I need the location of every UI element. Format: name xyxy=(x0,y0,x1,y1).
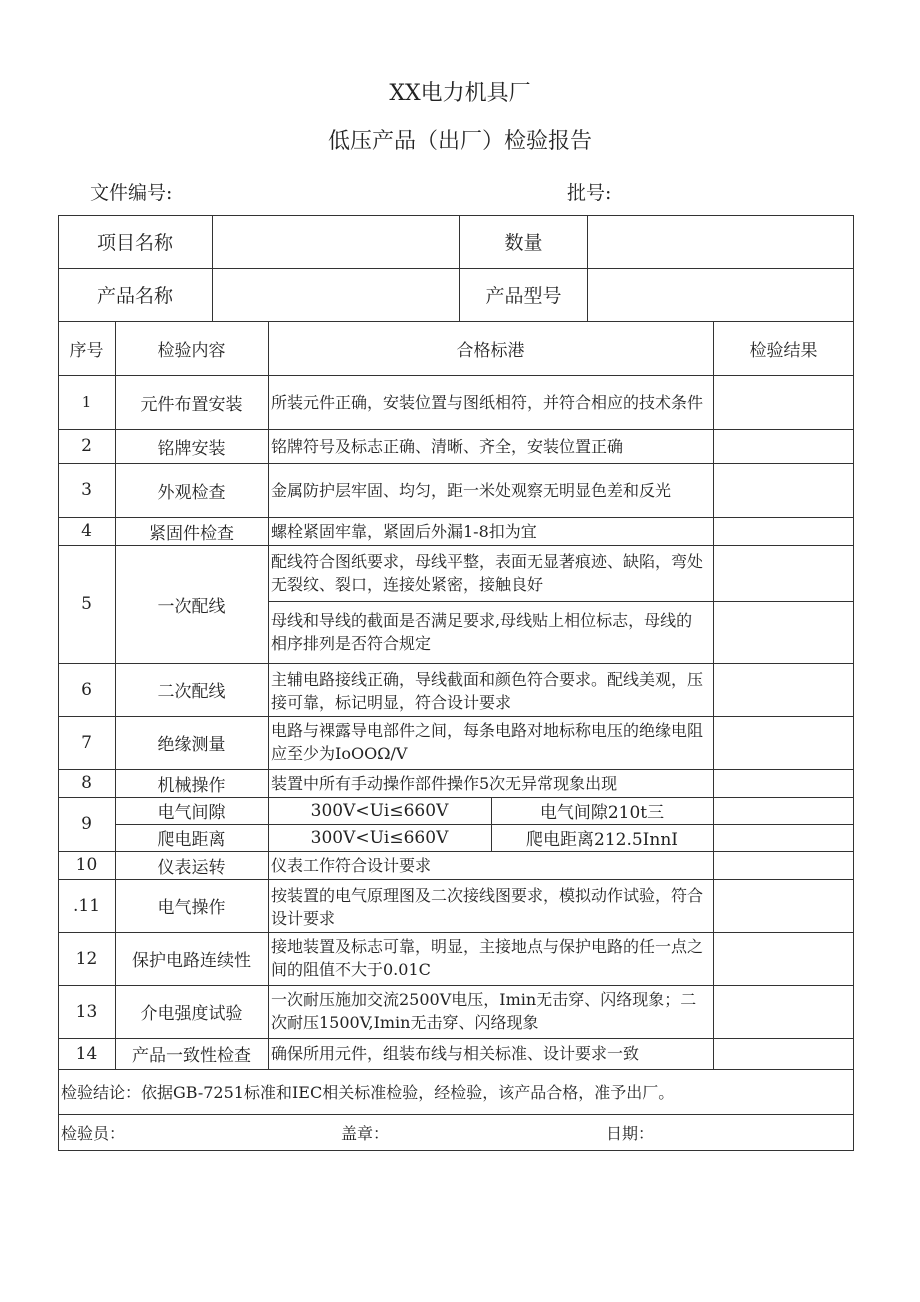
product-model-value[interactable] xyxy=(588,268,854,321)
result-cell[interactable] xyxy=(714,375,854,429)
row-standard-2: 母线和导线的截面是否满足要求,母线贴上相位标志，母线的相序排列是否符合规定 xyxy=(271,611,693,653)
row-item: 绝缘测量 xyxy=(157,735,226,755)
result-cell[interactable] xyxy=(714,545,854,601)
col-header-standard: 合格标港 xyxy=(456,340,525,361)
row-no: 5 xyxy=(81,594,92,614)
row-item: 介电强度试验 xyxy=(140,1004,243,1024)
row-no: 12 xyxy=(75,948,98,969)
report-title: 低压产品（出厂）检验报告 xyxy=(327,129,592,154)
row-item: 产品一致性检查 xyxy=(132,1046,251,1066)
result-cell[interactable] xyxy=(714,797,854,824)
result-cell[interactable] xyxy=(714,517,854,545)
row-no: 3 xyxy=(81,480,92,500)
result-cell[interactable] xyxy=(714,985,854,1038)
product-model-label: 产品型号 xyxy=(485,285,562,307)
row-no: 6 xyxy=(81,679,92,700)
result-cell[interactable] xyxy=(714,429,854,463)
seal-label: 盖章： xyxy=(341,1124,390,1143)
row-no: 10 xyxy=(75,855,98,875)
row-item: 保护电路连续性 xyxy=(132,951,251,971)
result-cell[interactable] xyxy=(714,769,854,797)
project-name-value[interactable] xyxy=(213,215,459,268)
row-standard: 所装元件正确，安装位置与图纸相符，并符合相应的技术条件 xyxy=(271,392,704,412)
row-standard: 电路与裸露导电部件之间，每条电路对地标称电压的绝缘电阻应至少为IoOOΩ/V xyxy=(271,721,704,763)
result-cell[interactable] xyxy=(714,716,854,769)
row-value: 电气间隙210t三 xyxy=(539,803,665,823)
product-name-value[interactable] xyxy=(213,268,459,321)
result-cell[interactable] xyxy=(714,601,854,663)
row-no: 1 xyxy=(81,393,92,411)
row-item: 元件布置安装 xyxy=(140,394,243,415)
result-cell[interactable] xyxy=(714,463,854,517)
result-cell[interactable] xyxy=(714,824,854,851)
row-standard: 主辅电路接线正确，导线截面和颜色符合要求。配线美观，压接可靠，标记明显，符合设计要求 xyxy=(271,670,704,712)
row-no: 4 xyxy=(81,521,92,541)
result-cell[interactable] xyxy=(714,932,854,985)
doc-no-label: 文件编号: xyxy=(90,182,173,204)
row-standard: 确保所用元件，组装布线与相关标准、设计要求一致 xyxy=(271,1044,640,1063)
row-standard: 铭牌符号及标志正确、清晰、齐全，安装位置正确 xyxy=(271,436,624,456)
result-cell[interactable] xyxy=(714,851,854,879)
row-item: 紧固件检查 xyxy=(149,523,234,544)
company-name: XX电力机具厂 xyxy=(389,81,531,106)
row-condition-2: 300V<Ui≤660V xyxy=(310,827,449,848)
inspector-label: 检验员： xyxy=(61,1124,126,1143)
col-header-content: 检验内容 xyxy=(157,340,226,361)
row-standard: 螺栓紧固牢靠，紧固后外漏1-8扣为宜 xyxy=(271,521,537,541)
conclusion: 检验结论：依据GB-7251标准和IEC相关标准检验，经检验，该产品合格，准予出厂。 xyxy=(61,1083,675,1102)
quantity-value[interactable] xyxy=(588,215,854,268)
row-item-2: 爬电距离 xyxy=(157,830,226,850)
row-no: 14 xyxy=(75,1043,98,1064)
row-no: .11 xyxy=(72,895,101,916)
row-item: 外观检查 xyxy=(157,482,226,503)
row-item: 电气间隙 xyxy=(157,803,226,823)
row-item: 仪表运转 xyxy=(157,857,226,878)
result-cell[interactable] xyxy=(714,663,854,716)
row-standard: 一次耐压施加交流2500V电压，Imin无击穿、闪络现象；二次耐压1500V,Imin无击穿、闪络现象 xyxy=(271,990,697,1032)
row-no: 9 xyxy=(81,814,92,834)
row-standard: 配线符合图纸要求，母线平整，表面无显著痕迹、缺陷，弯处无裂纹、裂口，连接处紧密，接触良好 xyxy=(271,552,704,594)
project-name-label: 项目名称 xyxy=(96,232,173,254)
row-condition: 300V<Ui≤660V xyxy=(310,800,449,821)
row-no: 7 xyxy=(81,732,92,753)
row-standard: 金属防护层牢固、均匀，距一米处观察无明显色差和反光 xyxy=(271,480,672,500)
row-no: 2 xyxy=(81,436,92,456)
col-header-no: 序号 xyxy=(69,340,104,361)
product-name-label: 产品名称 xyxy=(96,285,173,307)
date-label: 日期： xyxy=(606,1124,655,1143)
batch-label: 批号: xyxy=(567,182,612,204)
row-item: 机械操作 xyxy=(157,775,226,796)
row-item: 一次配线 xyxy=(157,596,226,617)
quantity-label: 数量 xyxy=(504,232,543,254)
result-cell[interactable] xyxy=(714,879,854,932)
result-cell[interactable] xyxy=(714,1038,854,1069)
row-standard: 按装置的电气原理图及二次接线图要求，模拟动作试验，符合设计要求 xyxy=(271,886,704,928)
row-no: 13 xyxy=(75,1001,98,1022)
row-standard: 接地装置及标志可靠，明显，主接地点与保护电路的任一点之间的阻值不大于0.01C xyxy=(271,937,704,979)
row-standard: 仪表工作符合设计要求 xyxy=(271,855,432,875)
row-value-2: 爬电距离212.5InnI xyxy=(526,830,678,850)
row-standard: 装置中所有手动操作部件操作5次无异常现象出现 xyxy=(271,773,618,793)
row-item: 电气操作 xyxy=(157,898,226,918)
col-header-result: 检验结果 xyxy=(749,340,818,361)
row-item: 二次配线 xyxy=(157,682,226,702)
row-item: 铭牌安装 xyxy=(157,438,226,459)
row-no: 8 xyxy=(81,773,92,793)
